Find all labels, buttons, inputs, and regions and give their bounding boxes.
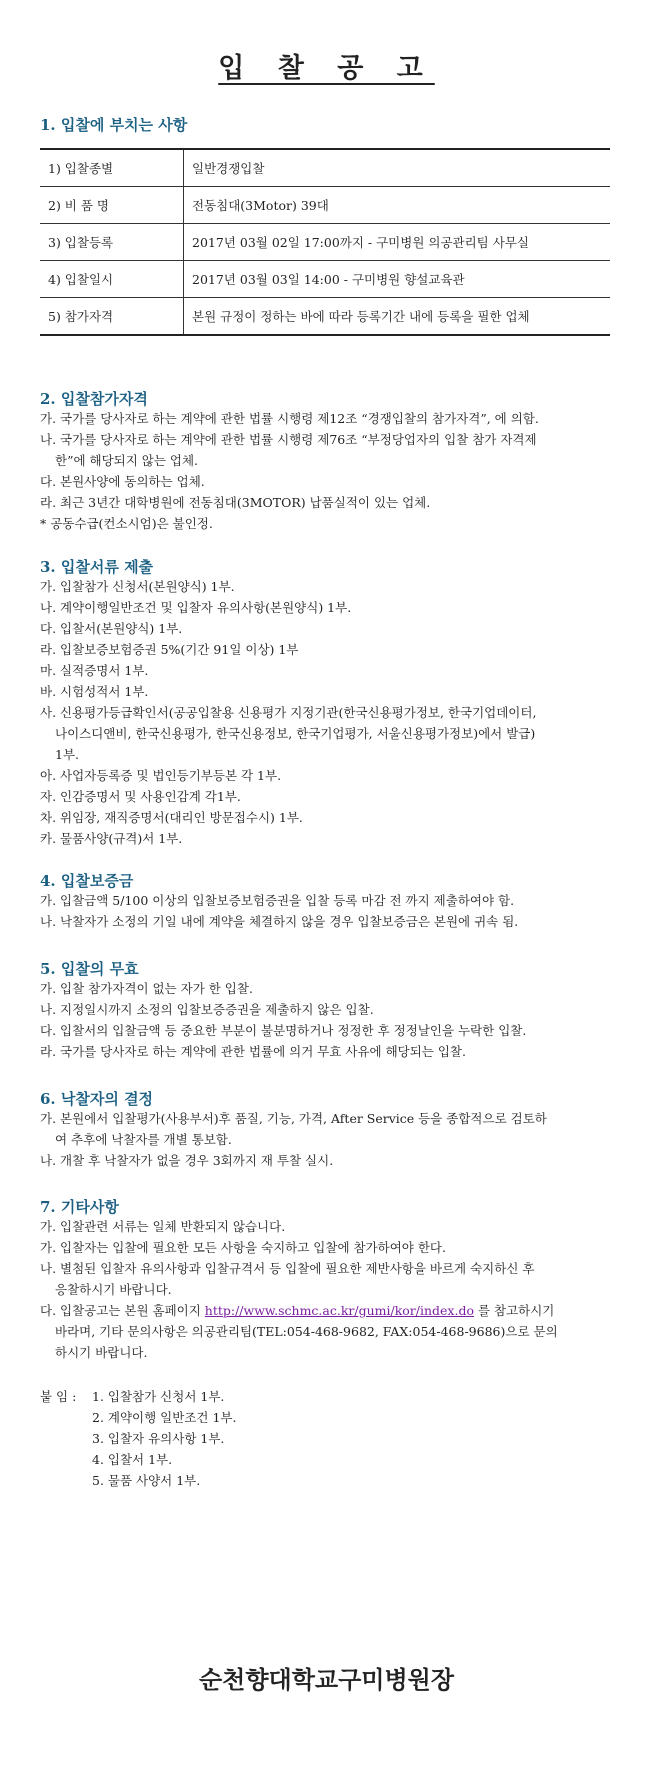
attachment-item: 5. 물품 사양서 1부.	[92, 1473, 201, 1488]
section3-heading: 3. 입찰서류 제출	[40, 558, 154, 576]
list-item: 가. 입찰 참가자격이 없는 자가 한 입찰.	[40, 981, 253, 996]
list-item: 한”에 해당되지 않는 업체.	[55, 453, 199, 468]
attachment-item: 2. 계약이행 일반조건 1부.	[92, 1410, 237, 1425]
list-item: 나. 지정일시까지 소정의 입찰보증증권을 제출하지 않은 입찰.	[40, 1002, 374, 1017]
section4-heading: 4. 입찰보증금	[40, 872, 134, 890]
list-item: 나. 별첨된 입찰자 유의사항과 입찰규격서 등 입찰에 필요한 제반사항을 바르게 숙지하신 후	[40, 1261, 535, 1276]
list-item: 가. 입찰자는 입찰에 필요한 모든 사항을 숙지하고 입찰에 참가하여야 한다.	[40, 1240, 446, 1255]
table-row	[40, 224, 610, 261]
table-row	[40, 149, 610, 187]
list-item: 다. 입찰서(본원양식) 1부.	[40, 621, 183, 636]
list-item: 가. 입찰참가 신청서(본원양식) 1부.	[40, 579, 235, 594]
list-item: 나. 낙찰자가 소정의 기일 내에 계약을 체결하지 않을 경우 입찰보증금은 본원에 귀속 됨.	[40, 914, 519, 929]
row-label: 5) 참가자격	[40, 298, 184, 336]
row-label: 4) 입찰일시	[40, 261, 184, 298]
list-item: 1부.	[55, 747, 80, 762]
list-item: 나. 개찰 후 낙찰자가 없을 경우 3회까지 재 투찰 실시.	[40, 1153, 334, 1168]
list-item: 라. 최근 3년간 대학병원에 전동침대(3MOTOR) 납품실적이 있는 업체.	[40, 495, 431, 510]
list-item	[40, 1300, 612, 1321]
list-item: * 공동수급(컨소시엄)은 불인정.	[40, 516, 213, 531]
list-item: 라. 국가를 당사자로 하는 계약에 관한 법률에 의거 무효 사유에 해당되는 입찰.	[40, 1044, 466, 1059]
section5-heading: 5. 입찰의 무효	[40, 960, 139, 978]
list-item: 다. 입찰서의 입찰금액 등 중요한 부분이 불분명하거나 정정한 후 정정날인을 누락한 입찰.	[40, 1023, 527, 1038]
section1-heading: 1. 입찰에 부치는 사항	[40, 116, 188, 134]
row-label: 2) 비 품 명	[40, 187, 184, 224]
list-item: 가. 국가를 당사자로 하는 계약에 관한 법률 시행령 제12조 “경쟁입찰의 참가자격”, 에 의함.	[40, 411, 539, 426]
section6-heading: 6. 낙찰자의 결정	[40, 1090, 154, 1108]
homepage-suffix: 를 참고하시기	[473, 1303, 555, 1318]
attachment-item: 4. 입찰서 1부.	[92, 1452, 173, 1467]
issuer-signature: 순천향대학교구미병원장	[198, 1665, 455, 1694]
attachment-item: 1. 입찰참가 신청서 1부.	[92, 1389, 225, 1404]
section7-heading: 7. 기타사항	[40, 1198, 119, 1216]
list-item: 가. 입찰금액 5/100 이상의 입찰보증보험증권을 입찰 등록 마감 전 까지 제출하여야 함.	[40, 893, 515, 908]
list-item: 나. 국가를 당사자로 하는 계약에 관한 법률 시행령 제76조 “부정당업자의 입찰 참가 자격제	[40, 432, 537, 447]
table-row	[40, 261, 610, 298]
list-item: 바. 시험성적서 1부.	[40, 684, 149, 699]
row-value: 본원 규정이 정하는 바에 따라 등록기간 내에 등록을 필한 업체	[184, 298, 611, 336]
list-item: 마. 실적증명서 1부.	[40, 663, 149, 678]
list-item: 나. 계약이행일반조건 및 입찰자 유의사항(본원양식) 1부.	[40, 600, 352, 615]
list-item: 아. 사업자등록증 및 법인등기부등본 각 1부.	[40, 768, 282, 783]
section2-heading: 2. 입찰참가자격	[40, 390, 148, 408]
table-row	[40, 187, 610, 224]
row-value: 일반경쟁입찰	[184, 149, 611, 187]
row-value: 2017년 03월 02일 17:00까지 - 구미병원 의공관리팀 사무실	[184, 224, 611, 261]
row-value: 2017년 03월 03일 14:00 - 구미병원 향설교육관	[184, 261, 611, 298]
list-item: 카. 물품사양(규격)서 1부.	[40, 831, 183, 846]
list-item: 응찰하시기 바랍니다.	[55, 1282, 172, 1297]
row-value: 전동침대(3Motor) 39대	[184, 187, 611, 224]
list-item: 바라며, 기타 문의사항은 의공관리팀(TEL:054-468-9682, FAX:054-468-9686)으로 문의	[55, 1324, 558, 1339]
list-item: 사. 신용평가등급확인서(공공입찰용 신용평가 지정기관(한국신용평가정보, 한국기업데이터,	[40, 705, 537, 720]
attachment-item: 3. 입찰자 유의사항 1부.	[92, 1431, 225, 1446]
page-title: 입 찰 공 고	[218, 53, 435, 84]
list-item: 가. 본원에서 입찰평가(사용부서)후 품질, 기능, 가격, After Service 등을 종합적으로 검토하	[40, 1111, 547, 1126]
homepage-prefix: 다. 입찰공고는 본원 홈페이지	[40, 1303, 205, 1318]
list-item: 가. 입찰관련 서류는 일체 반환되지 않습니다.	[40, 1219, 286, 1234]
attachments-label: 붙 임 :	[40, 1389, 77, 1404]
list-item: 자. 인감증명서 및 사용인감계 각1부.	[40, 789, 241, 804]
list-item: 여 추후에 낙찰자를 개별 통보함.	[55, 1132, 232, 1147]
list-item: 나이스디앤비, 한국신용평가, 한국신용정보, 한국기업평가, 서울신용평가정보)에서 발급)	[55, 726, 536, 741]
list-item: 하시기 바랍니다.	[55, 1345, 148, 1360]
row-label: 1) 입찰종별	[40, 149, 184, 187]
list-item: 차. 위임장, 재직증명서(대리인 방문접수시) 1부.	[40, 810, 303, 825]
list-item: 라. 입찰보증보험증권 5%(기간 91일 이상) 1부	[40, 642, 299, 657]
list-item: 다. 본원사양에 동의하는 업체.	[40, 474, 205, 489]
bid-info-table	[40, 148, 610, 336]
row-label: 3) 입찰등록	[40, 224, 184, 261]
table-row	[40, 298, 610, 336]
homepage-link[interactable]: http://www.schmc.ac.kr/gumi/kor/index.do	[204, 1303, 474, 1318]
